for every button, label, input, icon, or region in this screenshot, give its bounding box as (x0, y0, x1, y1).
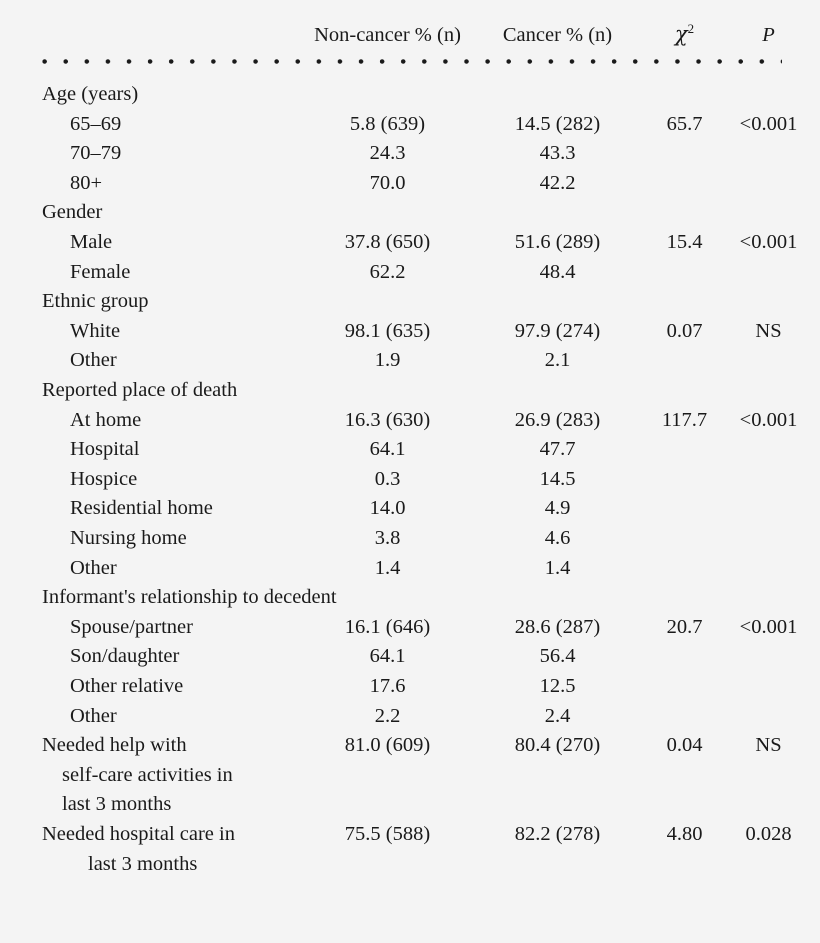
row-label: Other (70, 556, 117, 579)
row-value-p (725, 583, 820, 613)
row-value-chi-square: 0.04 (666, 734, 703, 757)
row-value-chi-square (640, 198, 725, 228)
chi-symbol: χ (674, 22, 688, 46)
table-row (0, 168, 820, 198)
row-value-non-cancer: 64.1 (369, 438, 406, 461)
row-value-p (725, 139, 820, 169)
row-value-p (725, 790, 820, 820)
table-row (0, 316, 820, 346)
row-value-chi-square: 20.7 (666, 615, 703, 638)
row-value-chi-square: 15.4 (666, 231, 703, 254)
column-header-cancer-text: Cancer % (n) (502, 24, 613, 46)
row-value-chi-square (640, 257, 725, 287)
row-value-cancer: 28.6 (287) (514, 615, 601, 638)
row-value-p: <0.001 (739, 408, 798, 431)
row-value-non-cancer: 5.8 (639) (349, 112, 426, 135)
row-value-chi-square (640, 849, 725, 879)
row-value-non-cancer: 81.0 (609) (344, 734, 431, 757)
row-value-cancer: 4.9 (544, 497, 571, 520)
table-row (0, 671, 820, 701)
header-row (0, 22, 820, 55)
row-value-chi-square (640, 553, 725, 583)
table-row (0, 346, 820, 376)
row-value-non-cancer: 1.4 (374, 556, 401, 579)
row-value-cancer (475, 760, 640, 790)
row-value-chi-square: 117.7 (661, 408, 708, 431)
row-value-non-cancer: 17.6 (369, 674, 406, 697)
row-value-p (725, 553, 820, 583)
row-label: Informant's relationship to decedent (42, 586, 337, 609)
row-label: last 3 months (62, 793, 172, 816)
row-value-chi-square (640, 760, 725, 790)
row-value-p: <0.001 (739, 615, 798, 638)
row-value-cancer: 80.4 (270) (514, 734, 601, 757)
row-value-cancer (475, 583, 640, 613)
row-value-non-cancer (300, 790, 475, 820)
row-value-cancer: 56.4 (539, 645, 576, 668)
row-value-p (725, 523, 820, 553)
row-value-p (725, 287, 820, 317)
row-value-p: <0.001 (739, 231, 798, 254)
row-value-cancer: 2.1 (544, 349, 571, 372)
row-value-cancer: 51.6 (289) (514, 231, 601, 254)
column-header-p-value (725, 22, 820, 55)
row-value-cancer: 1.4 (544, 556, 571, 579)
row-value-non-cancer: 14.0 (369, 497, 406, 520)
table-row (0, 464, 820, 494)
header-spacer-cell (0, 68, 820, 80)
row-value-p (725, 376, 820, 406)
row-value-cancer (475, 849, 640, 879)
row-value-chi-square (640, 346, 725, 376)
table-row (0, 583, 820, 613)
row-value-non-cancer: 98.1 (635) (344, 319, 431, 342)
row-value-cancer: 47.7 (539, 438, 576, 461)
row-value-non-cancer: 1.9 (374, 349, 401, 372)
table-row (0, 523, 820, 553)
row-label: 70–79 (70, 142, 122, 165)
column-header-non-cancer (300, 22, 475, 55)
row-value-cancer: 42.2 (539, 171, 576, 194)
row-value-chi-square (640, 671, 725, 701)
row-value-p (725, 257, 820, 287)
row-value-p: 0.028 (745, 822, 792, 845)
row-value-cancer: 14.5 (539, 467, 576, 490)
row-value-cancer: 12.5 (539, 674, 576, 697)
row-value-p (725, 168, 820, 198)
row-value-cancer: 4.6 (544, 527, 571, 550)
column-header-chi-square (640, 22, 725, 55)
row-value-cancer (475, 790, 640, 820)
row-value-chi-square (640, 790, 725, 820)
row-value-chi-square: 4.80 (666, 822, 703, 845)
table-row (0, 612, 820, 642)
row-value-chi-square (640, 435, 725, 465)
row-value-p (725, 760, 820, 790)
row-value-cancer (475, 80, 640, 110)
row-value-non-cancer (300, 198, 475, 228)
row-value-p: <0.001 (739, 112, 798, 135)
row-value-chi-square (640, 139, 725, 169)
row-value-cancer (475, 376, 640, 406)
row-value-non-cancer: 70.0 (369, 171, 406, 194)
row-label: Nursing home (70, 527, 187, 550)
row-value-cancer (475, 198, 640, 228)
table-row (0, 642, 820, 672)
row-value-cancer (475, 287, 640, 317)
row-value-p (725, 701, 820, 731)
row-value-p (725, 494, 820, 524)
row-value-cancer: 26.9 (283) (514, 408, 601, 431)
table-row (0, 405, 820, 435)
table-row (0, 819, 820, 849)
row-label: Spouse/partner (70, 615, 193, 638)
table-row (0, 109, 820, 139)
row-label: At home (70, 408, 142, 431)
row-value-chi-square (640, 701, 725, 731)
row-label: Female (70, 260, 131, 283)
row-label: Reported place of death (42, 379, 238, 402)
header-separator-row (0, 55, 820, 68)
table-row (0, 760, 820, 790)
table-row (0, 849, 820, 879)
table-row (0, 731, 820, 761)
table-row (0, 228, 820, 258)
row-value-chi-square (640, 464, 725, 494)
row-label: Gender (42, 201, 103, 224)
row-label: Male (70, 231, 113, 254)
row-label: Other relative (70, 674, 184, 697)
column-header-cancer (475, 22, 640, 55)
table-row (0, 376, 820, 406)
column-header-label (0, 22, 300, 55)
dotted-rule (42, 55, 782, 68)
row-value-p: NS (755, 319, 782, 342)
row-value-p (725, 464, 820, 494)
row-value-chi-square: 0.07 (666, 319, 703, 342)
row-label: last 3 months (88, 852, 198, 875)
row-value-non-cancer: 64.1 (369, 645, 406, 668)
row-value-p (725, 671, 820, 701)
table-header (0, 22, 820, 80)
row-value-non-cancer: 24.3 (369, 142, 406, 165)
row-label: Other (70, 704, 117, 727)
statistics-table (0, 22, 820, 879)
row-label: Age (years) (42, 83, 139, 106)
column-header-non-cancer-text: Non-cancer % (n) (314, 24, 461, 46)
row-label: Other (70, 349, 117, 372)
row-value-cancer: 48.4 (539, 260, 576, 283)
row-value-p (725, 849, 820, 879)
row-value-non-cancer: 16.1 (646) (344, 615, 431, 638)
table-row (0, 494, 820, 524)
table-row (0, 790, 820, 820)
row-value-p (725, 198, 820, 228)
row-value-p (725, 80, 820, 110)
row-value-non-cancer: 37.8 (650) (344, 231, 431, 254)
table-row (0, 553, 820, 583)
table-row (0, 257, 820, 287)
row-value-chi-square (640, 287, 725, 317)
row-label: Son/daughter (70, 645, 180, 668)
row-value-cancer: 43.3 (539, 142, 576, 165)
table-row (0, 80, 820, 110)
row-value-p (725, 435, 820, 465)
row-value-non-cancer (300, 849, 475, 879)
row-value-p (725, 642, 820, 672)
table-row (0, 287, 820, 317)
row-value-chi-square (640, 80, 725, 110)
row-value-non-cancer: 0.3 (374, 467, 401, 490)
row-value-chi-square (640, 523, 725, 553)
row-label: 80+ (70, 171, 103, 194)
row-value-non-cancer (300, 376, 475, 406)
table-row (0, 198, 820, 228)
row-label: 65–69 (70, 112, 122, 135)
row-value-p (725, 346, 820, 376)
row-value-chi-square (640, 494, 725, 524)
header-separator-cell (0, 55, 820, 68)
row-value-cancer: 82.2 (278) (514, 822, 601, 845)
row-label: White (70, 319, 121, 342)
row-value-non-cancer (300, 287, 475, 317)
row-value-chi-square (640, 168, 725, 198)
row-value-chi-square (640, 376, 725, 406)
row-label: Ethnic group (42, 290, 149, 313)
row-value-chi-square: 65.7 (666, 112, 703, 135)
row-value-non-cancer: 3.8 (374, 527, 401, 550)
p-symbol: P (762, 24, 775, 46)
row-value-non-cancer: 62.2 (369, 260, 406, 283)
row-value-cancer: 14.5 (282) (514, 112, 601, 135)
row-label: Residential home (70, 497, 213, 520)
row-label: Needed hospital care in (42, 822, 235, 845)
table-row (0, 139, 820, 169)
row-value-chi-square (640, 642, 725, 672)
row-value-non-cancer (300, 760, 475, 790)
table-body (0, 80, 820, 879)
row-value-non-cancer: 16.3 (630) (344, 408, 431, 431)
chi-superscript: 2 (687, 21, 695, 37)
row-value-non-cancer (300, 80, 475, 110)
row-label: Hospital (70, 438, 140, 461)
row-value-chi-square (640, 583, 725, 613)
row-value-non-cancer: 75.5 (588) (344, 822, 431, 845)
row-label: self-care activities in (62, 763, 233, 786)
row-value-cancer: 2.4 (544, 704, 571, 727)
row-value-p: NS (755, 734, 782, 757)
row-label: Hospice (70, 467, 138, 490)
row-label: Needed help with (42, 734, 187, 757)
row-value-cancer: 97.9 (274) (514, 319, 601, 342)
table-row (0, 435, 820, 465)
header-spacer-row (0, 68, 820, 80)
row-value-non-cancer: 2.2 (374, 704, 401, 727)
table-row (0, 701, 820, 731)
